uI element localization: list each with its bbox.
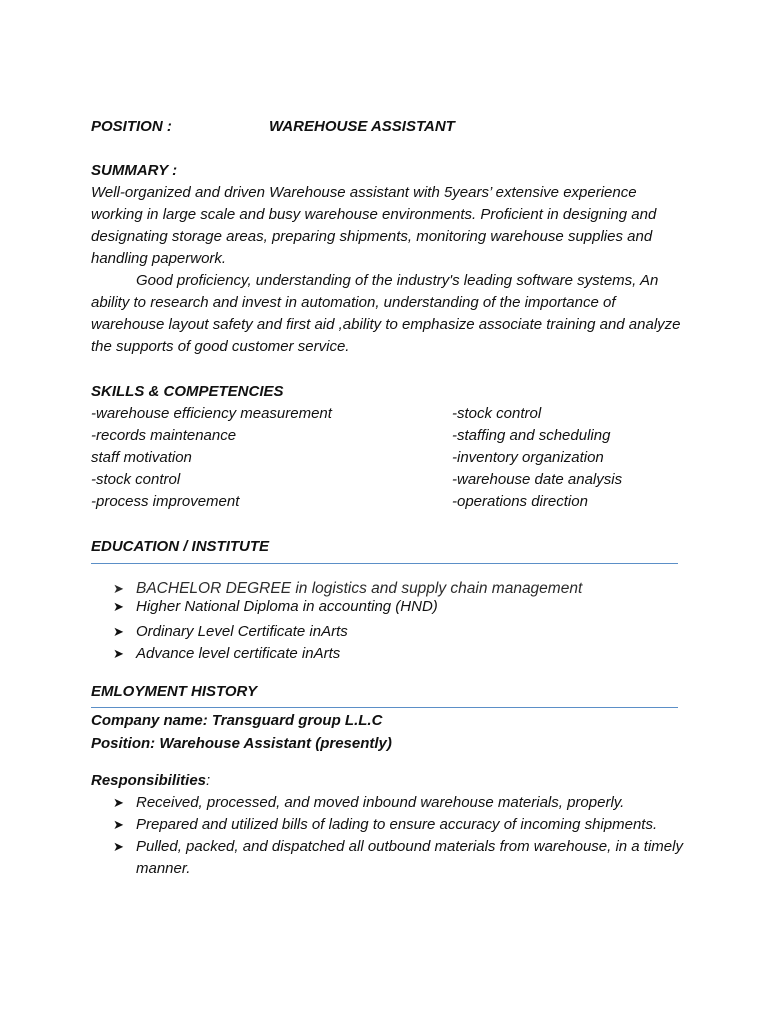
employment-heading: EMLOYMENT HISTORY [91, 683, 258, 700]
education-item: ➤ Advance level certificate inArts [91, 643, 691, 665]
responsibilities-heading: Responsibilities: [91, 772, 211, 789]
position-value: WAREHOUSE ASSISTANT [269, 118, 455, 135]
education-heading: EDUCATION / INSTITUTE [91, 538, 270, 555]
company-name: Company name: Transguard group L.L.C [91, 712, 383, 729]
summary-heading: SUMMARY : [91, 162, 178, 179]
skill-item: -staffing and scheduling [452, 427, 611, 444]
skill-item: -stock control [91, 471, 181, 488]
responsibility-item: ➤ Received, processed, and moved inbound warehouse materials, properly. [91, 792, 691, 814]
arrowhead-bullet-icon: ➤ [113, 599, 124, 614]
arrowhead-bullet-icon: ➤ [113, 817, 124, 832]
education-item: ➤ BACHELOR DEGREE in logistics and supply chain management [113, 580, 583, 597]
responsibility-item: ➤ Prepared and utilized bills of lading to ensure accuracy of incoming shipments. [91, 814, 691, 836]
education-divider [91, 563, 678, 564]
education-list [91, 578, 691, 665]
skill-item: -records maintenance [91, 427, 237, 444]
arrowhead-bullet-icon: ➤ [113, 646, 124, 661]
skill-item: staff motivation [91, 449, 192, 466]
education-item: ➤ Higher National Diploma in accounting (HND) [113, 598, 438, 615]
arrowhead-bullet-icon: ➤ [113, 581, 124, 596]
summary-paragraph-2: Good proficiency, understanding of the industry's leading software systems, An ability to research and invest in automation, understanding of the importance of warehouse layout safety and first aid ,ability to emphasize associate training and analyze the supports of good customer service. [91, 272, 681, 355]
skills-row [91, 425, 691, 447]
skill-item: -warehouse efficiency measurement [91, 405, 332, 422]
skill-item: -warehouse date analysis [452, 471, 623, 488]
skill-item: -operations direction [452, 493, 588, 510]
arrowhead-bullet-icon: ➤ [113, 839, 124, 854]
skill-item: -process improvement [91, 493, 240, 510]
arrowhead-bullet-icon: ➤ [113, 795, 124, 810]
skills-list [91, 403, 691, 513]
skills-row [91, 447, 691, 469]
skill-item: -inventory organization [452, 449, 604, 466]
responsibilities-list [91, 792, 691, 880]
position-line [91, 116, 455, 138]
skills-row [91, 491, 691, 513]
skills-row [91, 469, 691, 491]
skills-heading: SKILLS & COMPETENCIES [91, 383, 284, 400]
job-position: Position: Warehouse Assistant (presently) [91, 735, 392, 752]
summary-paragraph-1: Well-organized and driven Warehouse assistant with 5years’ extensive experience working in large scale and busy warehouse environments. Proficient in designing and designating storage areas, preparing shipments, monitoring warehouse supplies and handling paperwork. [91, 184, 657, 267]
arrowhead-bullet-icon: ➤ [113, 624, 124, 639]
education-item: ➤ Ordinary Level Certificate inArts [91, 621, 691, 643]
skills-row [91, 403, 691, 425]
summary-section [91, 160, 691, 358]
position-label: POSITION : [91, 118, 172, 135]
responsibility-item: ➤ Pulled, packed, and dispatched all outbound materials from warehouse, in a timely manner. [113, 838, 683, 877]
skill-item: -stock control [452, 405, 542, 422]
employment-divider [91, 707, 678, 708]
